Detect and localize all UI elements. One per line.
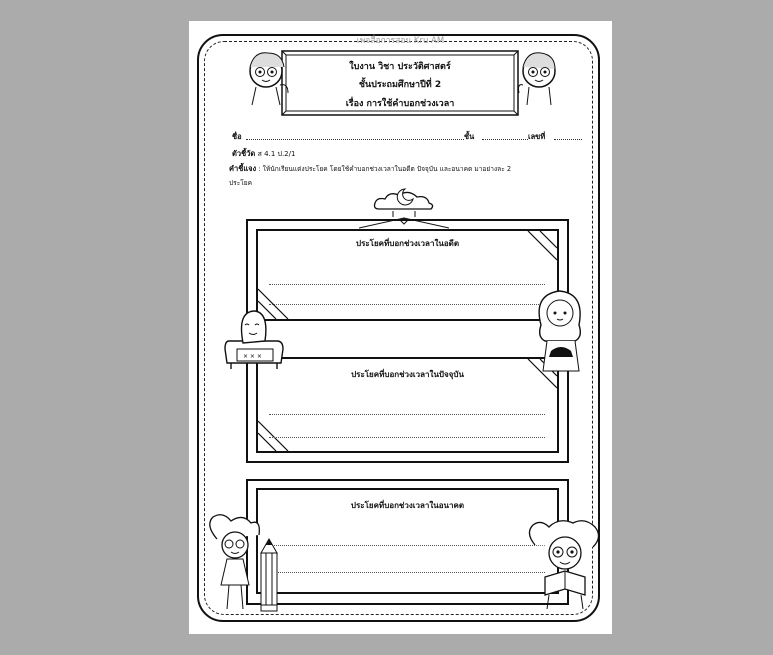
cartoon-boy-left-icon	[244, 45, 292, 107]
instruction-label: คำชี้แจง	[229, 164, 257, 173]
indicator-row	[232, 148, 295, 160]
cartoon-girl-pencil-icon	[203, 511, 295, 613]
worksheet-topic: เรื่อง การใช้คำบอกช่วงเวลา	[345, 99, 455, 109]
cartoon-kid-sofa-icon	[223, 305, 285, 371]
watermark: เพจสื่อการสอน Kru AM	[356, 36, 445, 46]
present-line-1[interactable]	[269, 414, 545, 415]
future-line-2[interactable]	[269, 572, 545, 573]
cartoon-girl-icon	[529, 285, 591, 373]
svg-text:× × ×: × × ×	[243, 353, 262, 360]
past-line-2[interactable]	[269, 304, 545, 305]
number-label: เลขที่	[528, 132, 546, 141]
class-field[interactable]	[482, 139, 528, 140]
worksheet-title: ใบงาน วิชา ประวัติศาสตร์	[349, 62, 451, 72]
class-label: ชั้น	[464, 132, 475, 141]
future-box-title: ประโยคที่บอกช่วงเวลาในอนาคต	[350, 501, 465, 510]
number-field[interactable]	[554, 139, 582, 140]
present-box-title: ประโยคที่บอกช่วงเวลาในปัจจุบัน	[351, 370, 464, 379]
future-line-1[interactable]	[269, 545, 545, 546]
present-line-2[interactable]	[269, 437, 545, 438]
worksheet-page	[189, 21, 612, 634]
instruction-text: : ให้นักเรียนแต่งประโยค โดยใช้คำบอกช่วงเวลาในอดีต ปัจจุบัน และอนาคต มาอย่างละ 2	[258, 165, 512, 173]
instruction-row	[229, 163, 589, 175]
cartoon-boy-right-icon	[515, 47, 563, 107]
name-label: ชื่อ	[232, 132, 242, 141]
worksheet-grade: ชั้นประถมศึกษาปีที่ 2	[358, 80, 442, 90]
instruction-text-cont: ประโยค	[229, 179, 253, 187]
indicator-label: ตัวชี้วัด	[232, 149, 256, 158]
past-box-title: ประโยคที่บอกช่วงเวลาในอดีต	[355, 239, 460, 248]
name-field[interactable]	[246, 139, 464, 140]
student-info-row	[232, 131, 582, 143]
cartoon-girl-reading-icon	[525, 515, 605, 613]
indicator-value: ส 4.1 ป.2/1	[257, 150, 296, 158]
past-line-1[interactable]	[269, 284, 545, 285]
